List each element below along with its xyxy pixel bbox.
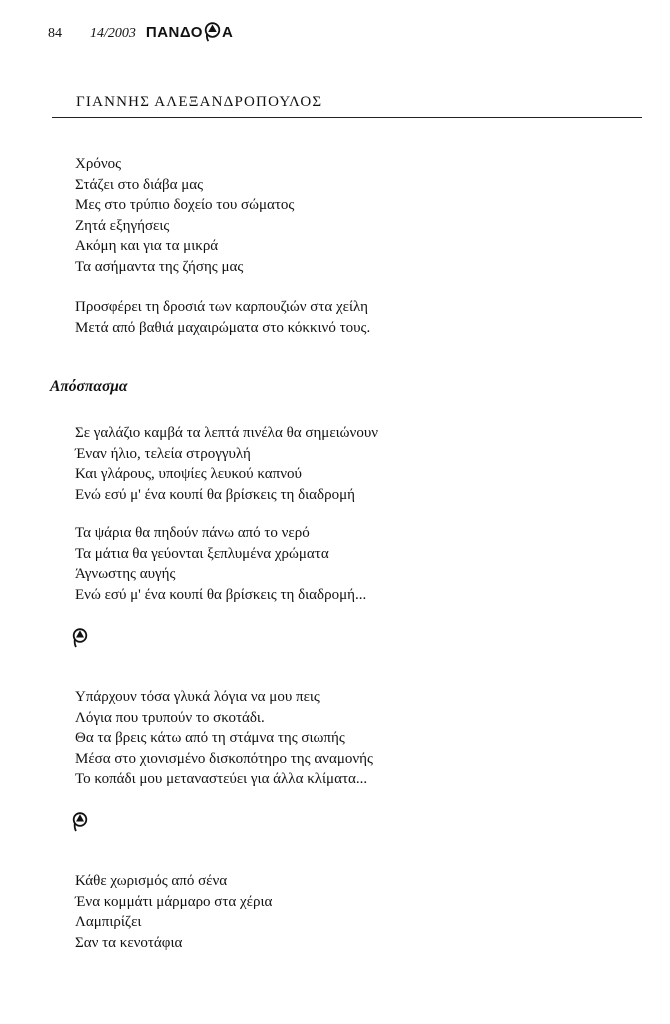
poem-line: Έναν ήλιο, τελεία στρογγυλή <box>75 445 251 462</box>
page-number: 84 <box>48 25 62 41</box>
poem-line: Μες στο τρύπιο δοχείο του σώματος <box>75 197 295 213</box>
poem-line: Σε γαλάζιο καμβά τα λεπτά πινέλα θα σημειώνουν <box>75 425 379 441</box>
header-divider <box>52 117 642 118</box>
pandora-logo-icon <box>72 628 88 648</box>
pandora-logo-icon <box>72 812 88 832</box>
poem2-stanza1 <box>75 423 378 505</box>
poem2-stanza2 <box>75 523 366 605</box>
magazine-title-left: ΠΑΝΔΟ <box>145 23 203 41</box>
poem-line: Μέσα στο χιονισμένο δισκοπότηρο της αναμονής <box>75 750 373 767</box>
poem3 <box>75 687 373 790</box>
poem-line: Χρόνος <box>75 156 122 172</box>
poem-line: Ένα κομμάτι μάρμαρο στα χέρια <box>75 893 273 910</box>
poem-line: Τα ψάρια θα πηδούν πάνω από το νερό <box>75 525 310 541</box>
poem4 <box>75 871 272 953</box>
poem-line: Ακόμη και για τα μικρά <box>75 238 219 254</box>
author-name: ΓΙΑΝΝΗΣ ΑΛΕΞΑΝΔΡΟΠΟΥΛΟΣ <box>76 94 323 110</box>
poem-line: Λόγια που τρυπούν το σκοτάδι. <box>75 709 265 726</box>
magazine-title <box>146 22 233 42</box>
page-header <box>48 22 233 42</box>
magazine-title-right: Α <box>221 23 234 41</box>
pandora-logo-icon <box>204 22 221 42</box>
poem-line: Υπάρχουν τόσα γλυκά λόγια να μου πεις <box>75 689 320 705</box>
poem-line: Λαμπιρίζει <box>75 914 142 930</box>
poem1-stanza2 <box>75 297 370 338</box>
poem-line: Σαν τα κενοτάφια <box>75 934 183 951</box>
poem-line: Το κοπάδι μου μεταναστεύει για άλλα κλίματα... <box>75 771 368 787</box>
poem1-stanza1 <box>75 154 294 277</box>
poem-line: Στάζει στο διάβα μας <box>75 176 204 193</box>
poem-line: Κάθε χωρισμός από σένα <box>75 873 228 889</box>
poem-line: Τα μάτια θα γεύονται ξεπλυμένα χρώματα <box>75 545 329 562</box>
poem-line: Τα ασήμαντα της ζήσης μας <box>75 258 244 275</box>
poem-line: Μετά από βαθιά μαχαιρώματα στο κόκκινό τους. <box>75 319 371 336</box>
poem-line: Προσφέρει τη δροσιά των καρπουζιών στα χείλη <box>75 299 369 315</box>
issue-number: 14/2003 <box>90 25 136 41</box>
poem-line: Θα τα βρεις κάτω από τη στάμνα της σιωπής <box>75 730 345 746</box>
poem-line: Άγνωστης αυγής <box>75 566 176 582</box>
section-title: Απόσπασμα <box>50 378 128 395</box>
poem-line: Και γλάρους, υποψίες λευκού καπνού <box>75 466 302 482</box>
poem-line: Ζητά εξηγήσεις <box>75 217 170 234</box>
poem-line: Ενώ εσύ μ' ένα κουπί θα βρίσκεις τη διαδρομή... <box>75 586 367 603</box>
poem-line: Ενώ εσύ μ' ένα κουπί θα βρίσκεις τη διαδρομή <box>75 486 355 503</box>
